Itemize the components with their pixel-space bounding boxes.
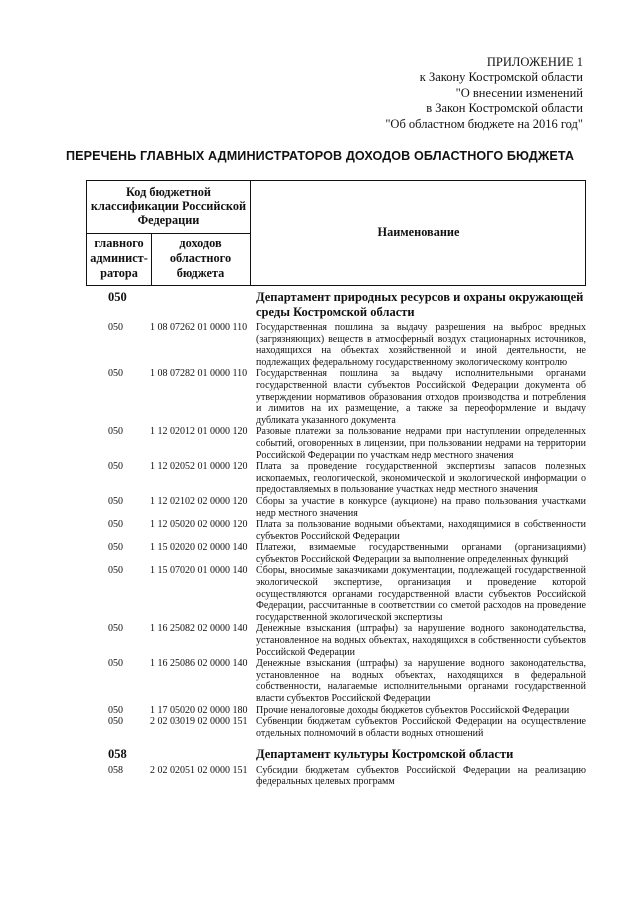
revenue-code-cell: 1 08 07282 01 0000 110 xyxy=(150,368,248,380)
name-cell: Денежные взыскания (штрафы) за нарушение водного законодательства, установленное на водных объектах, находящихся в собственности субъектов Российской Федерации xyxy=(256,623,586,658)
table-row xyxy=(108,623,588,658)
table-body xyxy=(108,290,588,788)
revenue-code-cell: 1 15 02020 02 0000 140 xyxy=(150,542,248,554)
admin-code-cell: 050 xyxy=(108,565,123,577)
revenue-code-cell: 1 12 05020 02 0000 120 xyxy=(150,519,248,531)
name-cell: Департамент культуры Костромской области xyxy=(256,747,514,762)
admin-code-cell: 050 xyxy=(108,716,123,728)
header-admin-column: главного админист-ратора xyxy=(90,236,148,280)
admin-code-cell: 050 xyxy=(108,623,123,635)
name-cell: Департамент природных ресурсов и охраны окружающей среды Костромской области xyxy=(256,290,584,319)
table-row xyxy=(108,542,588,565)
table-row xyxy=(108,765,588,788)
department-row xyxy=(108,290,588,319)
revenue-code-cell: 1 16 25086 02 0000 140 xyxy=(150,658,248,670)
header-code-group: Код бюджетной классификации Российской Федерации xyxy=(90,185,247,227)
name-cell: Сборы за участие в конкурсе (аукционе) на право пользования участками недр местного значения xyxy=(256,495,586,519)
admin-code-cell: 050 xyxy=(108,495,123,507)
table-row xyxy=(108,716,588,739)
name-cell: Субвенции бюджетам субъектов Российской Федерации на осуществление отдельных полномочий в области водных отношений xyxy=(256,716,586,739)
admin-code-cell: 050 xyxy=(108,461,123,473)
appendix-line: "Об областном бюджете на 2016 год" xyxy=(385,116,583,131)
admin-code-cell: 050 xyxy=(108,704,123,716)
admin-code-cell: 050 xyxy=(108,542,123,554)
admin-code-cell: 058 xyxy=(108,764,123,776)
table-row xyxy=(108,426,588,461)
appendix-header xyxy=(385,55,583,132)
admin-code-cell: 050 xyxy=(108,368,123,380)
table-row xyxy=(108,658,588,704)
revenue-code-cell: 1 08 07262 01 0000 110 xyxy=(150,322,248,333)
revenue-code-cell: 1 16 25082 02 0000 140 xyxy=(150,623,248,635)
admin-code-cell: 050 xyxy=(108,519,123,531)
name-cell: Плата за пользование водными объектами, находящимися в собственности субъектов Российской Федерации xyxy=(256,519,586,542)
appendix-line: ПРИЛОЖЕНИЕ 1 xyxy=(486,55,583,69)
admin-code-cell: 050 xyxy=(108,426,123,438)
admin-code-cell: 050 xyxy=(108,290,127,304)
revenue-code-cell: 1 15 07020 01 0000 140 xyxy=(150,565,248,577)
table-row xyxy=(108,461,588,496)
admin-code-cell: 050 xyxy=(108,322,123,333)
name-cell: Разовые платежи за пользование недрами при наступлении определенных событий, оговоренных в лицензии, при пользовании недрами на территории Российской Федерации по участкам недр местного значения xyxy=(256,426,586,461)
table-divider xyxy=(87,233,250,234)
admin-code-cell: 058 xyxy=(108,747,127,762)
name-cell: Денежные взыскания (штрафы) за нарушение водного законодательства, установленное на водных объектах, находящихся в федеральной собственности, налагаемые исполнительными органами государственной власти субъектов Российской Федерации xyxy=(256,658,586,704)
name-cell: Прочие неналоговые доходы бюджетов субъектов Российской Федерации xyxy=(256,704,570,716)
appendix-line: к Закону Костромской области xyxy=(419,70,583,85)
header-name-column: Наименование xyxy=(377,225,460,239)
name-cell: Государственная пошлина за выдачу исполнительными органами государственной власти субъектов Российской Федерации документа об утверждении нормативов образования отходов производства и потребления и лимитов на их размещение, а также за переоформление и выдачу дубликата указанного документа xyxy=(256,368,586,426)
appendix-line: "О внесении изменений xyxy=(455,85,583,100)
name-cell: Платежи, взимаемые государственными органами (организациями) субъектов Российской Федерации за выполнение определенных функций xyxy=(256,542,586,565)
revenue-code-cell: 1 12 02052 01 0000 120 xyxy=(150,461,248,473)
header-revenue-column: доходов областного бюджета xyxy=(169,236,232,280)
name-cell: Государственная пошлина за выдачу разрешения на выброс вредных (загрязняющих) веществ в атмосферный воздух стационарных источников, находящихся на объектах хозяйственной и иной деятельности, не подлежащих федеральному государственному экологическому контролю xyxy=(256,322,586,368)
appendix-line: в Закон Костромской области xyxy=(426,101,583,116)
name-cell: Плата за проведение государственной экспертизы запасов полезных ископаемых, геологической, экономической и экологической информации о предоставляемых в пользование участках недр местного значения xyxy=(256,461,586,496)
name-cell: Сборы, вносимые заказчиками документации, подлежащей государственной экологической экспертизе, организация и проведение которой осуществляются органами государственной власти субъектов Российской Федерации, рассчитанные в соответствии со сметой расходов на проведение государственной экологической экспертизы xyxy=(256,565,586,623)
table-row xyxy=(108,368,588,426)
table-header xyxy=(86,180,586,286)
table-row xyxy=(108,565,588,623)
document-title: ПЕРЕЧЕНЬ ГЛАВНЫХ АДМИНИСТРАТОРОВ ДОХОДОВ ОБЛАСТНОГО БЮДЖЕТА xyxy=(65,149,575,163)
table-row xyxy=(108,496,588,519)
table-row xyxy=(108,322,588,368)
admin-code-cell: 050 xyxy=(108,658,123,670)
revenue-code-cell: 1 12 02102 02 0000 120 xyxy=(150,495,248,507)
revenue-code-cell: 1 12 02012 01 0000 120 xyxy=(150,426,248,438)
table-row xyxy=(108,519,588,542)
revenue-code-cell: 1 17 05020 02 0000 180 xyxy=(150,704,248,716)
department-row xyxy=(108,747,588,762)
table-row xyxy=(108,705,588,717)
revenue-code-cell: 2 02 03019 02 0000 151 xyxy=(150,716,248,728)
name-cell: Субсидии бюджетам субъектов Российской Федерации на реализацию федеральных целевых программ xyxy=(256,764,586,788)
revenue-code-cell: 2 02 02051 02 0000 151 xyxy=(150,764,248,776)
